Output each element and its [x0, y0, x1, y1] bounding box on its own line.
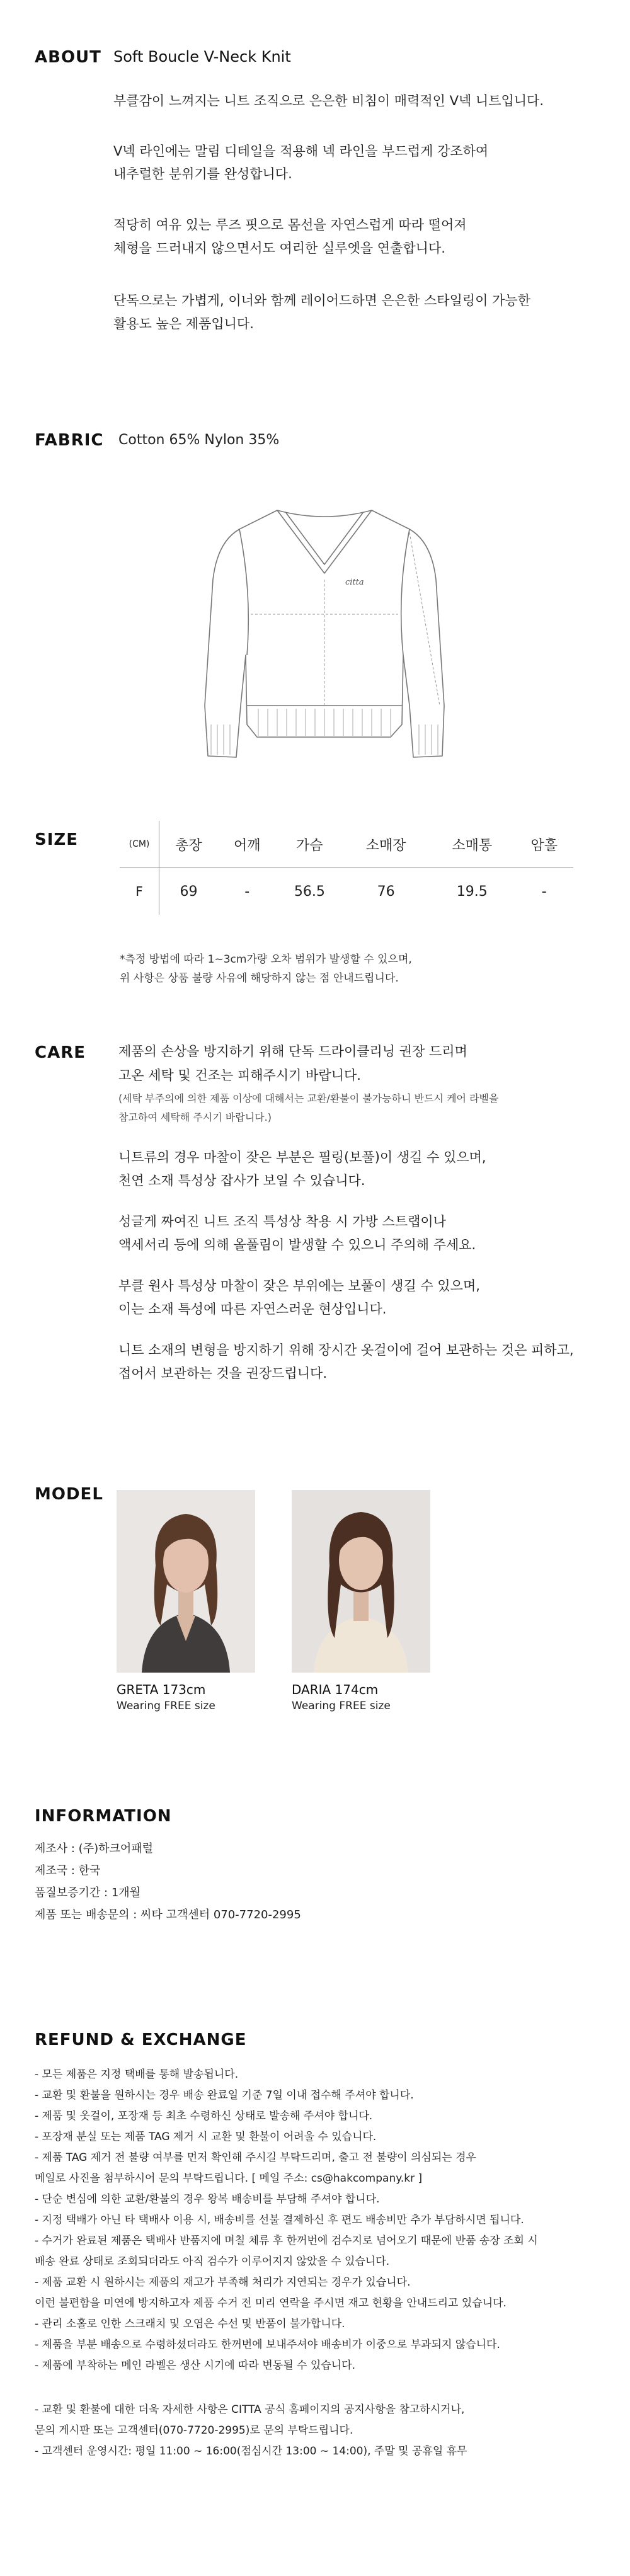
about-heading: ABOUT [35, 48, 101, 67]
refund-line: - 교환 및 환불에 대한 더욱 자세한 사항은 CITTA 공식 홈페이지의 공지사항을 참고하시거나, [35, 2403, 465, 2416]
refund-line: 배송 완료 상태로 조회되더라도 아직 검수가 이루어지지 않았을 수 있습니다. [35, 2255, 390, 2268]
care-1d: 참고하여 세탁해 주시기 바랍니다.) [118, 1111, 272, 1123]
refund-line: 이런 불편함을 미연에 방지하고자 제품 수거 전 미리 연락을 주시면 재고 현황을 안내드리고 있습니다. [35, 2297, 507, 2310]
refund-line: - 제품 TAG 제거 전 불량 여부를 먼저 확인해 주시길 부탁드리며, 출고 전 불량이 의심되는 경우 [35, 2151, 476, 2164]
value-sleeve-width: 19.5 [456, 883, 488, 900]
care-1a: 제품의 손상을 방지하기 위해 단독 드라이클리닝 권장 드리며 [118, 1044, 467, 1059]
sweater-illustration [202, 498, 447, 762]
care-4a: 부클 원사 특성상 마찰이 잦은 부위에는 보풀이 생길 수 있으며, [118, 1278, 480, 1293]
fabric-heading: FABRIC [35, 431, 104, 450]
model-figure-daria [292, 1490, 430, 1673]
info-country: 제조국 : 한국 [35, 1864, 101, 1877]
refund-line: - 관리 소홀로 인한 스크래치 및 오염은 수선 및 반품이 불가합니다. [35, 2318, 345, 2330]
info-contact: 제품 또는 배송문의 : 씨타 고객센터 070-7720-2995 [35, 1908, 301, 1921]
svg-text:citta: citta [345, 578, 364, 587]
unit-label: (CM) [120, 821, 159, 868]
header-length: 총장 [159, 821, 218, 868]
header-chest: 가슴 [276, 821, 343, 868]
model-size-greta: Wearing FREE size [117, 1700, 215, 1712]
fabric-composition: Cotton 65% Nylon 35% [118, 432, 280, 448]
about-paragraph-4b: 활용도 높은 제품입니다. [113, 316, 254, 331]
care-3b: 액세서리 등에 의해 올풀림이 발생할 수 있으니 주의해 주세요. [118, 1237, 476, 1252]
model-photo-daria [292, 1490, 430, 1673]
info-warranty: 품질보증기간 : 1개월 [35, 1886, 141, 1899]
refund-line: - 모든 제품은 지정 택배를 통해 발송됩니다. [35, 2068, 239, 2081]
refund-line: - 수거가 완료된 제품은 택배사 반품지에 며칠 체류 후 한꺼번에 검수지로 넘어오기 때문에 반품 송장 조회 시 [35, 2235, 538, 2247]
model-name-greta: GRETA 173cm [117, 1682, 206, 1697]
refund-heading: REFUND & EXCHANGE [35, 2030, 247, 2049]
header-shoulder: 어깨 [218, 821, 276, 868]
care-1b: 고온 세탁 및 건조는 피해주시기 바랍니다. [118, 1068, 361, 1083]
care-5b: 접어서 보관하는 것을 권장드립니다. [118, 1366, 327, 1381]
care-heading: CARE [35, 1043, 86, 1062]
product-name: Soft Boucle V-Neck Knit [113, 48, 291, 66]
care-2a: 니트류의 경우 마찰이 잦은 부분은 필링(보풀)이 생길 수 있으며, [118, 1150, 486, 1165]
value-shoulder: - [244, 883, 250, 900]
about-paragraph-3b: 체형을 드러내지 않으면서도 여리한 실루엣을 연출합니다. [113, 241, 445, 256]
care-1c: (세탁 부주의에 의한 제품 이상에 대해서는 교환/환불이 불가능하니 반드시 케어 라벨을 [118, 1092, 499, 1104]
about-paragraph-2b: 내추럴한 분위기를 완성합니다. [113, 166, 292, 181]
model-heading: MODEL [35, 1485, 103, 1504]
info-manufacturer: 제조사 : (주)하크어패럴 [35, 1842, 154, 1855]
care-4b: 이는 소재 특성에 따른 자연스러운 현상입니다. [118, 1302, 387, 1317]
size-note-1: *측정 방법에 따라 1~3cm가량 오차 범위가 발생할 수 있으며, [120, 953, 412, 966]
size-table [120, 821, 573, 915]
refund-line: 문의 게시판 또는 고객센터(070-7720-2995)로 문의 부탁드립니다. [35, 2424, 353, 2437]
model-name-daria: DARIA 174cm [292, 1682, 379, 1697]
size-label: F [120, 868, 159, 915]
refund-line: - 고객센터 운영시간: 평일 11:00 ~ 16:00(점심시간 13:00 ~ 14:00), 주말 및 공휴일 휴무 [35, 2445, 467, 2458]
refund-line: - 교환 및 환불을 원하시는 경우 배송 완료일 기준 7일 이내 접수해 주셔야 합니다. [35, 2089, 414, 2102]
about-paragraph-3a: 적당히 여유 있는 루즈 핏으로 몸선을 자연스럽게 따라 떨어져 [113, 217, 467, 232]
refund-line: - 제품 및 옷걸이, 포장재 등 최초 수령하신 상태로 발송해 주셔야 합니다. [35, 2110, 373, 2122]
size-heading: SIZE [35, 830, 79, 849]
refund-line: - 포장재 분실 또는 제품 TAG 제거 시 교환 및 환불이 어려울 수 있습니다. [35, 2131, 377, 2143]
care-2b: 천연 소재 특성상 잡사가 보일 수 있습니다. [118, 1173, 365, 1188]
model-photo-greta [117, 1490, 255, 1673]
about-paragraph-4a: 단독으로는 가볍게, 이너와 함께 레이어드하면 은은한 스타일링이 가능한 [113, 293, 530, 308]
refund-line: - 지정 택배가 아닌 타 택배사 이용 시, 배송비를 선불 결제하신 후 편도 배송비만 추가 부담하시면 됩니다. [35, 2214, 524, 2226]
refund-line: - 제품 교환 시 원하시는 제품의 재고가 부족해 처리가 지연되는 경우가 있습니다. [35, 2276, 411, 2289]
size-table-header [120, 821, 573, 868]
refund-line: - 제품을 부분 배송으로 수령하셨더라도 한꺼번에 보내주셔야 배송비가 이중으로 부과되지 않습니다. [35, 2338, 500, 2351]
about-paragraph-2a: V넥 라인에는 말림 디테일을 적용해 넥 라인을 부드럽게 강조하여 [113, 144, 489, 159]
about-paragraph-1: 부클감이 느껴지는 니트 조직으로 은은한 비침이 매력적인 V넥 니트입니다. [113, 93, 544, 108]
care-3a: 성글게 짜여진 니트 조직 특성상 착용 시 가방 스트랩이나 [118, 1214, 446, 1229]
model-figure-greta [117, 1490, 255, 1673]
value-sleeve-length: 76 [377, 883, 395, 900]
table-row [120, 868, 573, 915]
header-sleeve-width: 소매통 [429, 821, 515, 868]
value-chest: 56.5 [294, 883, 325, 900]
value-length: 69 [180, 883, 198, 900]
refund-line: 메일로 사진을 첨부하시어 문의 부탁드립니다. [ 메일 주소: cs@hakcompany.kr ] [35, 2172, 423, 2185]
header-sleeve-length: 소매장 [343, 821, 429, 868]
value-armhole: - [541, 883, 547, 900]
size-note-2: 위 사항은 상품 불량 사유에 해당하지 않는 점 안내드립니다. [120, 972, 399, 985]
refund-line: - 제품에 부착하는 메인 라벨은 생산 시기에 따라 변동될 수 있습니다. [35, 2359, 355, 2372]
header-armhole: 암홀 [515, 821, 573, 868]
information-heading: INFORMATION [35, 1807, 172, 1826]
refund-line: - 단순 변심에 의한 교환/환불의 경우 왕복 배송비를 부담해 주셔야 합니다. [35, 2193, 380, 2206]
model-size-daria: Wearing FREE size [292, 1700, 391, 1712]
care-5a: 니트 소재의 변형을 방지하기 위해 장시간 옷걸이에 걸어 보관하는 것은 피하고, [118, 1342, 574, 1358]
